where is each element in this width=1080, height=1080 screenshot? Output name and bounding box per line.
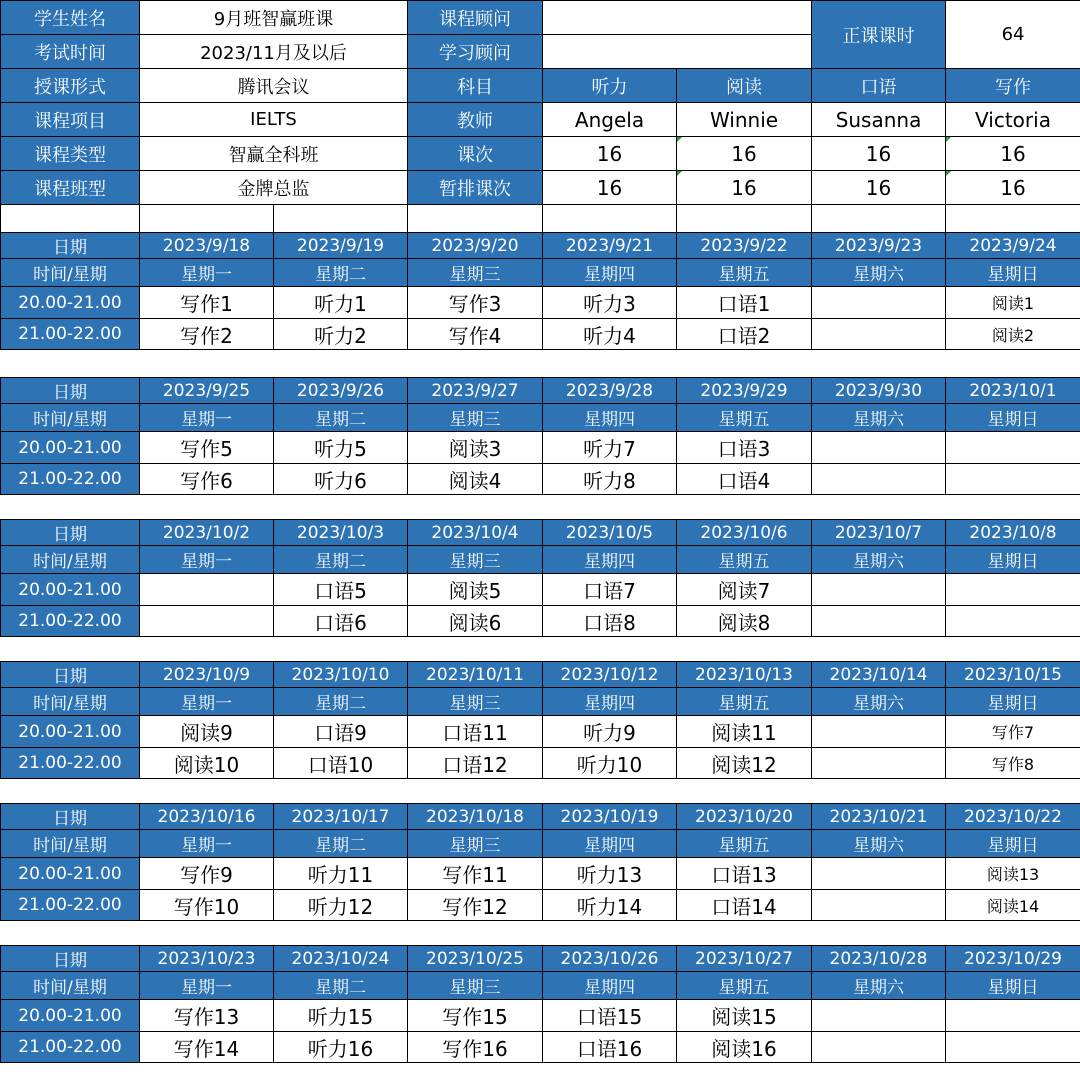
date-cell: 2023/10/28 [812,946,946,972]
weekday-cell: 星期三 [408,688,543,716]
lesson-cell: 听力16 [274,1032,408,1063]
lesson-cell [946,574,1080,606]
lesson-cell: 听力1 [274,287,408,319]
date-row [1,946,1080,972]
empty-cell [140,205,274,233]
weekday-cell: 星期二 [274,404,408,432]
date-label: 日期 [1,378,140,404]
week-gap [1,495,1080,520]
weekday-cell: 星期三 [408,972,543,1000]
lesson-cell [812,606,946,637]
time-slot-label: 21.00-22.00 [1,748,140,779]
weekday-cell: 星期四 [543,972,677,1000]
lesson-cell: 写作14 [140,1032,274,1063]
weekday-cell: 星期日 [946,546,1080,574]
date-cell: 2023/10/8 [946,520,1080,546]
time-slot-row [1,858,1080,890]
time-slot-label: 21.00-22.00 [1,464,140,495]
date-label: 日期 [1,946,140,972]
date-cell: 2023/10/21 [812,804,946,830]
format-value: 腾讯会议 [140,69,408,103]
weekday-cell: 星期六 [812,972,946,1000]
lesson-cell: 阅读12 [677,748,812,779]
date-cell: 2023/9/28 [543,378,677,404]
lesson-cell: 阅读8 [677,606,812,637]
date-cell: 2023/9/18 [140,233,274,259]
weekday-cell: 星期一 [140,830,274,858]
lesson-cell: 写作12 [408,890,543,921]
date-cell: 2023/9/22 [677,233,812,259]
teacher-label: 教师 [408,103,543,137]
lesson-cell: 口语2 [677,319,812,350]
lesson-cell [946,464,1080,495]
weekday-cell: 星期五 [677,830,812,858]
weekday-cell: 星期一 [140,688,274,716]
weekday-row [1,546,1080,574]
weekday-row [1,404,1080,432]
lesson-cell: 阅读10 [140,748,274,779]
date-cell: 2023/10/7 [812,520,946,546]
lesson-cell: 口语8 [543,606,677,637]
subject-name: 写作 [946,69,1080,103]
week-gap [1,921,1080,946]
weekday-cell: 星期三 [408,830,543,858]
lesson-cell [812,1000,946,1032]
lesson-cell: 听力13 [543,858,677,890]
scheduled-label: 暂排课次 [408,171,543,205]
lesson-cell: 写作15 [408,1000,543,1032]
time-week-label: 时间/星期 [1,404,140,432]
date-cell: 2023/10/14 [812,662,946,688]
date-cell: 2023/9/24 [946,233,1080,259]
weekday-cell: 星期五 [677,972,812,1000]
lesson-cell [812,287,946,319]
empty-cell [543,205,677,233]
gap-cell [1,495,1080,520]
time-slot-row [1,464,1080,495]
lesson-cell [946,1000,1080,1032]
weekday-cell: 星期一 [140,972,274,1000]
lesson-cell: 口语6 [274,606,408,637]
sessions-value: 16 [543,137,677,171]
lesson-cell: 阅读13 [946,858,1080,890]
sessions-value: 16 [812,137,946,171]
date-cell: 2023/10/10 [274,662,408,688]
lesson-cell: 听力8 [543,464,677,495]
time-week-label: 时间/星期 [1,972,140,1000]
date-cell: 2023/9/26 [274,378,408,404]
lesson-cell: 听力5 [274,432,408,464]
formal-hours-value: 64 [946,1,1080,69]
date-cell: 2023/10/29 [946,946,1080,972]
weekday-cell: 星期一 [140,259,274,287]
class-value: 金牌总监 [140,171,408,205]
weekday-cell: 星期日 [946,972,1080,1000]
lesson-cell: 写作10 [140,890,274,921]
date-cell: 2023/10/9 [140,662,274,688]
student-name-label: 学生姓名 [1,1,140,35]
time-slot-row [1,1032,1080,1063]
lesson-cell [140,606,274,637]
lesson-cell: 听力12 [274,890,408,921]
time-slot-row [1,1000,1080,1032]
lesson-cell: 口语5 [274,574,408,606]
date-row [1,662,1080,688]
lesson-cell: 阅读1 [946,287,1080,319]
lesson-cell: 写作3 [408,287,543,319]
weekday-row [1,972,1080,1000]
student-name-value: 9月班智赢班课 [140,1,408,35]
weekday-cell: 星期四 [543,404,677,432]
weekday-cell: 星期五 [677,546,812,574]
scheduled-value: 16 [812,171,946,205]
weekday-cell: 星期日 [946,404,1080,432]
lesson-cell: 写作2 [140,319,274,350]
lesson-cell: 阅读11 [677,716,812,748]
date-label: 日期 [1,804,140,830]
subject-name: 听力 [543,69,677,103]
week-gap [1,350,1080,378]
weekday-cell: 星期二 [274,259,408,287]
project-label: 课程项目 [1,103,140,137]
lesson-cell: 阅读14 [946,890,1080,921]
lesson-cell: 听力7 [543,432,677,464]
sessions-value: 16 [677,137,812,171]
weekday-cell: 星期一 [140,404,274,432]
teacher-name: Winnie [677,103,812,137]
date-row [1,520,1080,546]
weekday-cell: 星期四 [543,546,677,574]
date-cell: 2023/9/29 [677,378,812,404]
date-cell: 2023/10/20 [677,804,812,830]
time-slot-row [1,716,1080,748]
lesson-cell: 阅读2 [946,319,1080,350]
date-cell: 2023/9/20 [408,233,543,259]
time-slot-row [1,287,1080,319]
time-slot-row [1,890,1080,921]
lesson-cell: 阅读9 [140,716,274,748]
date-cell: 2023/10/24 [274,946,408,972]
exam-time-label: 考试时间 [1,35,140,69]
lesson-cell [946,606,1080,637]
weekday-row [1,259,1080,287]
empty-cell [946,205,1080,233]
lesson-cell: 听力15 [274,1000,408,1032]
time-slot-label: 20.00-21.00 [1,432,140,464]
teacher-name: Angela [543,103,677,137]
lesson-cell: 写作6 [140,464,274,495]
time-slot-label: 20.00-21.00 [1,574,140,606]
date-cell: 2023/10/2 [140,520,274,546]
gap-cell [1,637,1080,662]
scheduled-value: 16 [946,171,1080,205]
class-label: 课程班型 [1,171,140,205]
lesson-cell: 听力2 [274,319,408,350]
lesson-cell: 阅读16 [677,1032,812,1063]
lesson-cell: 写作5 [140,432,274,464]
date-cell: 2023/9/23 [812,233,946,259]
weekday-cell: 星期三 [408,259,543,287]
weekday-cell: 星期二 [274,830,408,858]
time-week-label: 时间/星期 [1,688,140,716]
date-cell: 2023/10/26 [543,946,677,972]
time-slot-row [1,574,1080,606]
lesson-cell: 口语10 [274,748,408,779]
week-gap [1,779,1080,804]
date-cell: 2023/10/19 [543,804,677,830]
date-cell: 2023/10/4 [408,520,543,546]
sessions-value: 16 [946,137,1080,171]
teacher-name: Susanna [812,103,946,137]
lesson-cell: 听力14 [543,890,677,921]
weekday-row [1,830,1080,858]
formal-hours-label: 正课课时 [812,1,946,69]
date-cell: 2023/9/30 [812,378,946,404]
weekday-cell: 星期日 [946,259,1080,287]
date-cell: 2023/10/12 [543,662,677,688]
lesson-cell [946,1032,1080,1063]
time-slot-label: 20.00-21.00 [1,716,140,748]
lesson-cell: 听力9 [543,716,677,748]
time-slot-label: 20.00-21.00 [1,1000,140,1032]
date-cell: 2023/9/19 [274,233,408,259]
time-slot-row [1,432,1080,464]
lesson-cell [812,858,946,890]
weekday-cell: 星期五 [677,688,812,716]
weekday-cell: 星期三 [408,546,543,574]
date-cell: 2023/10/22 [946,804,1080,830]
time-slot-label: 21.00-22.00 [1,890,140,921]
gap-cell [1,779,1080,804]
lesson-cell: 写作7 [946,716,1080,748]
lesson-cell [812,716,946,748]
lesson-cell: 听力4 [543,319,677,350]
lesson-cell: 写作1 [140,287,274,319]
weekday-cell: 星期四 [543,830,677,858]
time-slot-label: 20.00-21.00 [1,287,140,319]
gap-cell [1,350,1080,378]
subject-label: 科目 [408,69,543,103]
lesson-cell: 写作8 [946,748,1080,779]
type-label: 课程类型 [1,137,140,171]
lesson-cell: 写作16 [408,1032,543,1063]
lesson-cell [812,748,946,779]
weekday-cell: 星期一 [140,546,274,574]
time-slot-row [1,606,1080,637]
lesson-cell [812,574,946,606]
gap-cell [1,921,1080,946]
date-cell: 2023/10/1 [946,378,1080,404]
lesson-cell: 口语15 [543,1000,677,1032]
lesson-cell: 口语4 [677,464,812,495]
date-cell: 2023/9/25 [140,378,274,404]
lesson-cell: 写作13 [140,1000,274,1032]
date-label: 日期 [1,233,140,259]
time-slot-row [1,748,1080,779]
weekday-row [1,688,1080,716]
date-cell: 2023/10/27 [677,946,812,972]
weekday-cell: 星期四 [543,259,677,287]
weekday-cell: 星期三 [408,404,543,432]
weekday-cell: 星期六 [812,830,946,858]
lesson-cell [812,319,946,350]
lesson-cell: 口语3 [677,432,812,464]
lesson-cell: 阅读6 [408,606,543,637]
subject-name: 阅读 [677,69,812,103]
course-consultant-label: 课程顾问 [408,1,543,35]
lesson-cell: 口语14 [677,890,812,921]
lesson-cell: 写作11 [408,858,543,890]
weekday-cell: 星期六 [812,404,946,432]
lesson-cell: 口语16 [543,1032,677,1063]
empty-cell [274,205,408,233]
date-cell: 2023/10/17 [274,804,408,830]
date-cell: 2023/10/11 [408,662,543,688]
empty-cell [1,205,140,233]
exam-time-value: 2023/11月及以后 [140,35,408,69]
date-cell: 2023/10/23 [140,946,274,972]
lesson-cell: 口语7 [543,574,677,606]
date-cell: 2023/10/15 [946,662,1080,688]
weekday-cell: 星期六 [812,546,946,574]
time-slot-label: 20.00-21.00 [1,858,140,890]
weekday-cell: 星期日 [946,830,1080,858]
weekday-cell: 星期六 [812,259,946,287]
date-label: 日期 [1,662,140,688]
date-cell: 2023/9/21 [543,233,677,259]
lesson-cell: 阅读7 [677,574,812,606]
date-cell: 2023/10/16 [140,804,274,830]
lesson-cell: 口语1 [677,287,812,319]
project-value: IELTS [140,103,408,137]
teacher-name: Victoria [946,103,1080,137]
date-cell: 2023/10/25 [408,946,543,972]
scheduled-value: 16 [677,171,812,205]
date-cell: 2023/9/27 [408,378,543,404]
format-label: 授课形式 [1,69,140,103]
time-slot-row [1,319,1080,350]
date-cell: 2023/10/6 [677,520,812,546]
lesson-cell: 阅读5 [408,574,543,606]
weekday-cell: 星期二 [274,688,408,716]
lesson-cell: 口语13 [677,858,812,890]
date-cell: 2023/10/3 [274,520,408,546]
type-value: 智赢全科班 [140,137,408,171]
time-week-label: 时间/星期 [1,830,140,858]
lesson-cell [946,432,1080,464]
weekday-cell: 星期二 [274,546,408,574]
weekday-cell: 星期五 [677,404,812,432]
date-row [1,378,1080,404]
date-row [1,233,1080,259]
subject-name: 口语 [812,69,946,103]
study-consultant-label: 学习顾问 [408,35,543,69]
lesson-cell: 阅读4 [408,464,543,495]
empty-cell [812,205,946,233]
lesson-cell: 阅读3 [408,432,543,464]
weekday-cell: 星期日 [946,688,1080,716]
weekday-cell: 星期二 [274,972,408,1000]
empty-cell [677,205,812,233]
date-cell: 2023/10/5 [543,520,677,546]
date-row [1,804,1080,830]
lesson-cell: 听力11 [274,858,408,890]
time-week-label: 时间/星期 [1,259,140,287]
lesson-cell: 口语11 [408,716,543,748]
lesson-cell [140,574,274,606]
lesson-cell: 听力10 [543,748,677,779]
lesson-cell: 听力6 [274,464,408,495]
scheduled-value: 16 [543,171,677,205]
sessions-label: 课次 [408,137,543,171]
weekday-cell: 星期五 [677,259,812,287]
lesson-cell [812,432,946,464]
lesson-cell: 写作9 [140,858,274,890]
lesson-cell [812,890,946,921]
date-label: 日期 [1,520,140,546]
lesson-cell: 写作4 [408,319,543,350]
time-week-label: 时间/星期 [1,546,140,574]
weekday-cell: 星期四 [543,688,677,716]
course-consultant-value [543,1,812,35]
date-cell: 2023/10/13 [677,662,812,688]
date-cell: 2023/10/18 [408,804,543,830]
lesson-cell: 口语12 [408,748,543,779]
lesson-cell: 阅读15 [677,1000,812,1032]
lesson-cell [812,464,946,495]
time-slot-label: 21.00-22.00 [1,606,140,637]
week-gap [1,637,1080,662]
weekday-cell: 星期六 [812,688,946,716]
time-slot-label: 21.00-22.00 [1,1032,140,1063]
lesson-cell [812,1032,946,1063]
spacer-row [1,205,1080,233]
lesson-cell: 听力3 [543,287,677,319]
lesson-cell: 口语9 [274,716,408,748]
empty-cell [408,205,543,233]
time-slot-label: 21.00-22.00 [1,319,140,350]
study-consultant-value [543,35,812,69]
